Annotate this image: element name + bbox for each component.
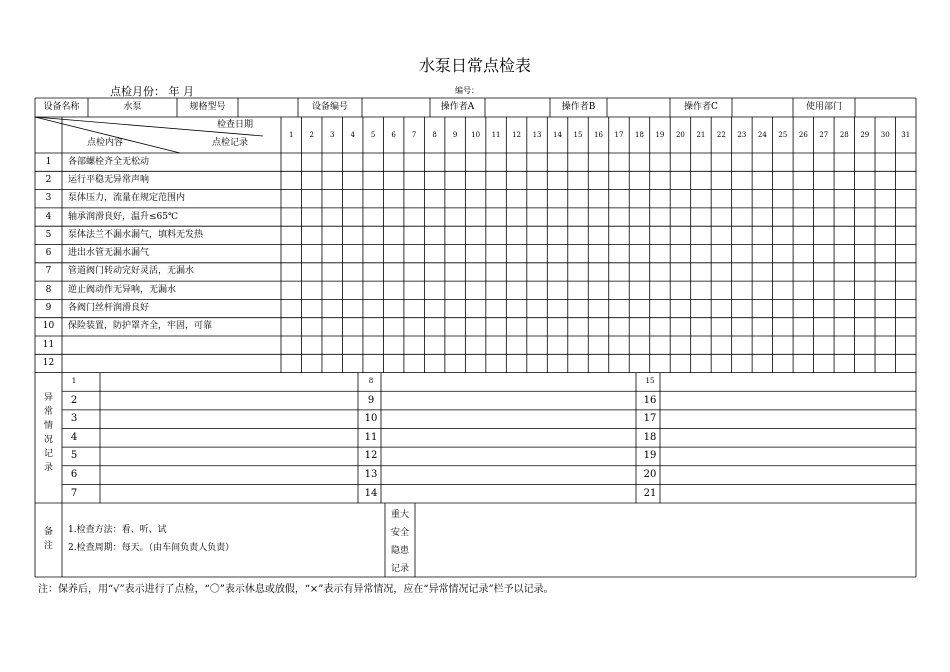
item-content: 泵体法兰不漏水漏气，填料无发热 (68, 229, 204, 240)
item-number: 7 (45, 266, 52, 277)
day-number-28: 28 (839, 130, 849, 139)
major-hazard-label (385, 506, 415, 578)
abnormal-record-number: 5 (70, 450, 78, 462)
item-number: 11 (42, 339, 55, 350)
abnormal-record-number: 7 (70, 487, 78, 499)
day-number-6: 6 (391, 130, 396, 139)
abnormal-record-number: 11 (364, 431, 378, 443)
day-number-8: 8 (432, 130, 437, 139)
item-number: 1 (45, 156, 52, 167)
item-content: 轴承润滑良好，温升≤65℃ (68, 211, 179, 222)
item-number: 8 (45, 284, 52, 295)
item-content: 逆止阀动作无异响，无漏水 (68, 284, 177, 295)
abnormal-record-number: 16 (643, 394, 657, 406)
item-number: 9 (45, 303, 52, 314)
abnormal-record-number: 12 (364, 450, 378, 462)
inspection-date-label: 检查日期 (216, 119, 253, 130)
day-number-4: 4 (350, 130, 355, 139)
abnormal-record-number: 6 (70, 469, 78, 481)
remark-cycle: 2.检查周期：每天。（由车间负责人负责） (68, 542, 235, 553)
abnormal-record-number: 17 (643, 413, 657, 425)
abnormal-record-number: 13 (364, 469, 378, 481)
day-number-15: 15 (573, 130, 583, 139)
item-number: 10 (42, 321, 55, 332)
department-label: 使用部门 (805, 102, 842, 112)
abnormal-records-label-text: 异常情况记录 (44, 392, 54, 473)
abnormal-record-number: 8 (368, 377, 374, 386)
abnormal-record-number: 20 (643, 469, 657, 481)
abnormal-record-number: 4 (70, 431, 78, 443)
inspection-content-label: 点检内容 (86, 137, 123, 148)
abnormal-record-number: 3 (70, 413, 78, 425)
item-content: 各部螺栓齐全无松动 (68, 156, 150, 167)
day-number-30: 30 (880, 130, 890, 139)
day-number-26: 26 (798, 130, 808, 139)
abnormal-record-number: 15 (645, 377, 655, 386)
day-number-12: 12 (512, 130, 521, 139)
operator-b-label: 操作者B (561, 102, 596, 112)
remarks-label-text: 备注 (44, 527, 54, 551)
day-number-22: 22 (716, 130, 726, 139)
item-number: 12 (42, 357, 55, 368)
day-number-13: 13 (532, 130, 542, 139)
day-number-14: 14 (553, 130, 562, 139)
day-number-11: 11 (491, 130, 501, 139)
device-name-value: 水泵 (123, 102, 142, 112)
major-hazard-label-text: 重大安全隐患记录 (391, 510, 410, 574)
abnormal-record-number: 14 (364, 487, 378, 499)
abnormal-record-number: 2 (70, 394, 78, 406)
abnormal-record-number: 18 (643, 431, 657, 443)
day-number-2: 2 (309, 130, 314, 139)
page-title: 水泵日常点检表 (418, 56, 531, 75)
day-number-5: 5 (370, 130, 376, 139)
day-number-25: 25 (778, 130, 788, 139)
remark-method: 1.检查方法：看、听、试 (68, 524, 167, 535)
inspection-record-label: 点检记录 (211, 137, 248, 148)
abnormal-record-number: 19 (643, 450, 657, 462)
item-content: 进出水管无漏水漏气 (68, 248, 150, 259)
item-content: 管道阀门转动完好灵活，无漏水 (68, 266, 195, 277)
day-number-17: 17 (614, 130, 624, 139)
day-number-23: 23 (737, 130, 747, 139)
day-number-1: 1 (289, 130, 294, 139)
day-number-29: 29 (860, 130, 870, 139)
item-number: 4 (45, 211, 52, 222)
abnormal-record-number: 21 (643, 487, 657, 499)
abnormal-record-number: 1 (71, 377, 77, 386)
day-number-9: 9 (452, 130, 458, 139)
item-content: 运行平稳无异常声响 (68, 174, 150, 185)
item-number: 3 (45, 193, 52, 204)
day-number-19: 19 (655, 130, 665, 139)
item-content: 各阀门丝杆润滑良好 (68, 303, 150, 314)
operator-a-label: 操作者A (440, 102, 475, 112)
day-number-20: 20 (675, 130, 685, 139)
device-number-label: 设备编号 (311, 102, 348, 112)
abnormal-record-number: 9 (367, 394, 375, 406)
item-content: 泵体压力，流量在规定范围内 (68, 193, 186, 204)
item-number: 5 (45, 229, 52, 240)
abnormal-records-label (35, 391, 62, 475)
item-content: 保险装置，防护罩齐全，牢固，可靠 (68, 321, 213, 332)
remarks-label (35, 525, 62, 553)
abnormal-record-number: 10 (364, 413, 378, 425)
inspection-month-label: 点检月份： 年 月 (110, 85, 194, 98)
day-number-31: 31 (901, 130, 911, 139)
footnote: 注：保养后，用“√”表示进行了点检，“〇”表示休息或放假，“×”表示有异常情况，应在“异常情况记录”栏予以记录。 (38, 584, 554, 595)
spec-model-label: 规格型号 (189, 102, 226, 112)
day-number-3: 3 (329, 130, 335, 139)
device-name-label: 设备名称 (43, 102, 80, 112)
day-number-18: 18 (634, 130, 644, 139)
operator-c-label: 操作者C (684, 102, 718, 112)
day-number-10: 10 (471, 130, 481, 139)
day-number-16: 16 (594, 130, 603, 139)
day-number-7: 7 (411, 130, 417, 139)
day-number-27: 27 (819, 130, 829, 139)
serial-number-label: 编号： (455, 86, 479, 95)
day-number-21: 21 (696, 130, 706, 139)
item-number: 2 (45, 174, 52, 185)
day-number-24: 24 (757, 130, 767, 139)
item-number: 6 (45, 248, 52, 259)
